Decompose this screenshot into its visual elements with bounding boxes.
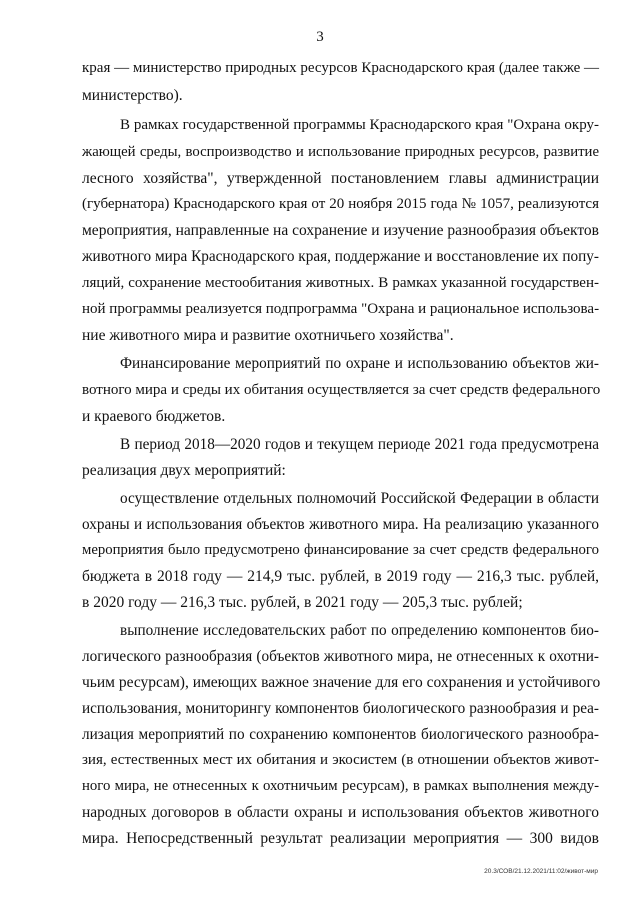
text-line: мира. Непосредственный результат реализации мероприятия — 300 видов [82,830,599,847]
text-line: и краевого бюджетов. [82,408,226,425]
text-line: чьим ресурсам), имеющих важное значение для его сохранения и устойчивого [82,674,601,691]
text-line: ного мира, не отнесенных к охотничьим ресурсам), в рамках выполнения между- [82,778,599,794]
text-line: края — министерство природных ресурсов Краснодарского края (далее также — [82,60,600,76]
text-line: логического разнообразия (объектов животного мира, не отнесенных к охотни- [82,648,599,665]
text-line: использования, мониторингу компонентов биологического разнообразия и реа- [82,700,599,717]
text-line: В период 2018—2020 годов и текущем периоде 2021 года предусмотрена [120,436,599,453]
text-line: (губернатора) Краснодарского края от 20 ноября 2015 года № 1057, реализуются [82,196,599,212]
page-number: 3 [316,29,324,45]
text-line: в 2020 году — 216,3 тыс. рублей, в 2021 году — 205,3 тыс. рублей; [82,594,523,611]
text-line: мероприятия было предусмотрено финансирование за счет средств федерального [82,542,599,558]
text-line: жающей среды, воспроизводство и использование природных ресурсов, развитие [82,144,599,160]
text-line: выполнение исследовательских работ по определению компонентов био- [120,622,599,639]
text-line: ние животного мира и развитие охотничьего хозяйства". [82,327,454,344]
text-line: министерство). [82,87,183,104]
footer-code: 20.3/СОВ/21.12.2021/11:02/живот-мир [484,868,598,875]
text-line: лесного хозяйства", утвержденной постановлением главы администрации [82,170,599,187]
text-line: осуществление отдельных полномочий Российской Федерации в области [120,490,599,507]
text-line: зия, естественных мест их обитания и экосистем (в отношении объектов живот- [82,752,599,768]
text-line: реализация двух мероприятий: [82,462,286,479]
text-line: В рамках государственной программы Краснодарского края "Охрана окру- [120,117,599,133]
text-line: лизация мероприятий по сохранению компонентов биологического разнообра- [82,726,599,743]
text-line: охраны и использования объектов животного мира. На реализацию указанного [82,516,599,533]
text-line: Финансирование мероприятий по охране и использованию объектов жи- [120,355,599,372]
text-line: народных договоров в области охраны и использования объектов животного [82,804,599,821]
text-line: мероприятия, направленные на сохранение и изучение разнообразия объектов [82,222,599,239]
text-line: вотного мира и среды их обитания осуществляется за счет средств федерального [82,382,601,398]
text-line: ляций, сохранение местообитания животных. В рамках указанной государствен- [82,275,599,291]
text-line: ной программы реализуется подпрограмма "Охрана и рациональное использова- [82,301,600,317]
text-line: животного мира Краснодарского края, поддержание и восстановление их попу- [82,248,599,265]
text-line: бюджета в 2018 году — 214,9 тыс. рублей, в 2019 году — 216,3 тыс. рублей, [82,568,599,585]
